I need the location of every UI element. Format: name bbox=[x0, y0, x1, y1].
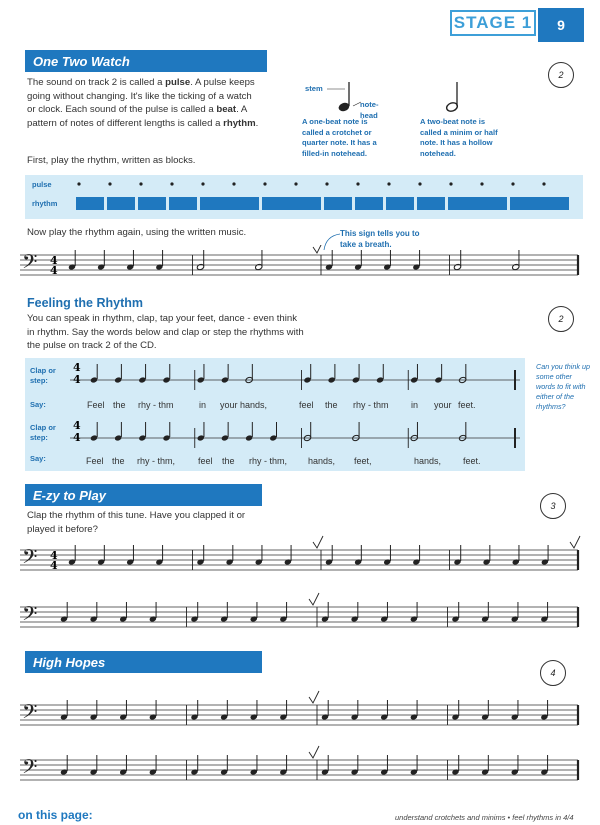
pulse-dot bbox=[263, 182, 266, 185]
clap-label-2: Clap or step: bbox=[30, 423, 56, 442]
pulse-dot bbox=[418, 182, 421, 185]
rhythm-block bbox=[386, 197, 414, 210]
rhythm-block bbox=[107, 197, 135, 210]
rhythm-block bbox=[138, 197, 166, 210]
cd-track-2b-icon: 2 bbox=[548, 306, 574, 332]
say-word: the bbox=[112, 456, 125, 466]
pulse-dot bbox=[542, 182, 545, 185]
crotchet-definition: A one-beat note is called a crotchet or quarter note. It has a filled-in notehead. bbox=[302, 117, 377, 158]
staff-one-two-watch bbox=[20, 245, 585, 295]
footer-right: understand crotchets and minims • feel rhythms in 4/4 bbox=[395, 813, 574, 822]
stage-label: STAGE 1 bbox=[450, 10, 536, 36]
say-label-1: Say: bbox=[30, 400, 46, 409]
rhythm-block bbox=[76, 197, 104, 210]
say-word: feel bbox=[198, 456, 213, 466]
pulse-dot bbox=[77, 182, 80, 185]
breath-mark bbox=[570, 536, 580, 548]
rhythm-block bbox=[324, 197, 352, 210]
breath-mark bbox=[313, 536, 323, 548]
pulse-dot bbox=[139, 182, 142, 185]
breath-mark bbox=[309, 593, 319, 605]
page-number: 9 bbox=[538, 8, 584, 42]
say-word: feet. bbox=[458, 400, 476, 410]
say-word: Feel bbox=[86, 456, 104, 466]
cd-track-2-icon: 2 bbox=[548, 62, 574, 88]
instruction-blocks: First, play the rhythm, written as blocks. bbox=[27, 155, 196, 166]
say-word: feet. bbox=[463, 456, 481, 466]
clap-label-1: Clap or step: bbox=[30, 366, 56, 385]
rhythm-block bbox=[200, 197, 259, 210]
minim-icon bbox=[440, 78, 470, 118]
say-word: feel bbox=[299, 400, 314, 410]
time-sig-bottom: 4 bbox=[73, 373, 81, 386]
time-sig-top: 4 bbox=[50, 549, 58, 562]
say-word: Feel bbox=[87, 400, 105, 410]
say-word: in bbox=[199, 400, 207, 410]
rhythm-blocks bbox=[70, 175, 580, 219]
crotchet-icon bbox=[325, 78, 365, 118]
pulse-dot bbox=[449, 182, 452, 185]
pulse-dot bbox=[511, 182, 514, 185]
say-word: rhy - thm bbox=[353, 400, 389, 410]
pulse-dot bbox=[294, 182, 297, 185]
say-word: feet, bbox=[354, 456, 372, 466]
say-word: the bbox=[222, 456, 235, 466]
breath-callout: This sign tells you to take a breath. bbox=[340, 229, 420, 249]
rhythm-block bbox=[169, 197, 197, 210]
pulse-dot bbox=[232, 182, 235, 185]
say-word: hands, bbox=[308, 456, 336, 466]
cd-track-3-icon: 3 bbox=[540, 493, 566, 519]
bass-clef: 𝄢 bbox=[22, 700, 38, 728]
pulse-dot bbox=[387, 182, 390, 185]
say-word: rhy - thm bbox=[138, 400, 174, 410]
time-sig-top: 4 bbox=[73, 361, 81, 374]
rhythm-block bbox=[448, 197, 507, 210]
breath-mark bbox=[309, 746, 319, 758]
section-title-ezy: E-zy to Play bbox=[25, 484, 262, 506]
pulse-label: pulse bbox=[32, 180, 52, 189]
pulse-dot bbox=[325, 182, 328, 185]
ezy-paragraph: Clap the rhythm of this tune. Have you clapped it or played it before? bbox=[27, 510, 246, 535]
pulse-dot bbox=[170, 182, 173, 185]
bass-clef: 𝄢 bbox=[22, 545, 38, 573]
breath-mark bbox=[309, 691, 319, 703]
section-title-one-two-watch: One Two Watch bbox=[25, 50, 267, 72]
staff-high-hopes-2 bbox=[20, 745, 585, 803]
pulse-dot bbox=[356, 182, 359, 185]
rhythm-label: rhythm bbox=[32, 199, 58, 208]
section-title-high-hopes: High Hopes bbox=[25, 651, 262, 673]
pulse-dot bbox=[201, 182, 204, 185]
say-word: your hands, bbox=[220, 400, 268, 410]
time-sig-top: 4 bbox=[50, 254, 58, 267]
staff-high-hopes-1 bbox=[20, 690, 585, 748]
rhythm-block bbox=[262, 197, 321, 210]
say-words-row-2 bbox=[0, 456, 600, 468]
cd-track-4-icon: 4 bbox=[540, 660, 566, 686]
rhythm-block bbox=[355, 197, 383, 210]
rhythm-block bbox=[417, 197, 445, 210]
say-word: your bbox=[434, 400, 452, 410]
say-label-2: Say: bbox=[30, 454, 46, 463]
say-word: the bbox=[113, 400, 126, 410]
intro-paragraph: The sound on track 2 is called a pulse. A pulse keeps going without changing. It's like the ticking of a watch or clock. Each sound of the pulse is called a beat. A pattern of notes of different lengths is called a rhythm. bbox=[27, 77, 259, 129]
time-sig-bottom: 4 bbox=[50, 559, 58, 572]
time-sig-bottom: 4 bbox=[73, 431, 81, 444]
say-word: hands, bbox=[414, 456, 442, 466]
section-title-feeling-rhythm: Feeling the Rhythm bbox=[27, 296, 143, 310]
feeling-paragraph: You can speak in rhythm, clap, tap your feet, dance - even think in rhythm. Say the words below and clap or step the rhythms with the pulse on track 2 of the CD. bbox=[27, 313, 304, 351]
time-sig-top: 4 bbox=[73, 419, 81, 432]
staff-ezy-1 bbox=[20, 535, 585, 593]
say-word: rhy - thm, bbox=[249, 456, 288, 466]
notehead-label: note-head bbox=[360, 100, 379, 120]
say-word: rhy - thm, bbox=[137, 456, 176, 466]
side-note: Can you think up some other words to fit with either of the rhythms? bbox=[536, 362, 590, 411]
clap-rhythm-row-1 bbox=[70, 360, 525, 392]
footer-left: on this page: bbox=[18, 808, 93, 822]
instruction-music: Now play the rhythm again, using the written music. bbox=[27, 227, 247, 238]
clap-rhythm-row-2 bbox=[70, 418, 525, 450]
bass-clef: 𝄢 bbox=[22, 250, 38, 278]
staff-ezy-2 bbox=[20, 592, 585, 650]
minim-definition: A two-beat note is called a minim or half note. It has a hollow notehead. bbox=[420, 117, 498, 158]
bass-clef: 𝄢 bbox=[22, 602, 38, 630]
stem-label: stem bbox=[305, 84, 323, 93]
say-word: the bbox=[325, 400, 338, 410]
bass-clef: 𝄢 bbox=[22, 755, 38, 783]
time-sig-bottom: 4 bbox=[50, 264, 58, 277]
rhythm-block bbox=[510, 197, 569, 210]
say-word: in bbox=[411, 400, 419, 410]
pulse-dot bbox=[480, 182, 483, 185]
pulse-dot bbox=[108, 182, 111, 185]
breath-mark bbox=[313, 245, 323, 253]
say-words-row-1 bbox=[0, 400, 600, 412]
